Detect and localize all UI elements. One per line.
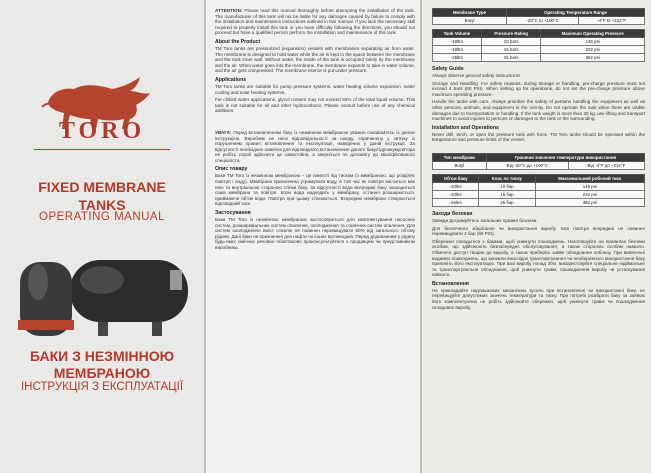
desc-ua-heading: Опис товару: [215, 166, 248, 173]
brand-underline: [34, 149, 170, 150]
table-cell: -10ltrs: [433, 38, 482, 46]
cover-subtitle-en: OPERATING MANUAL: [39, 211, 165, 223]
table-header: Membrane Type: [433, 9, 507, 17]
table-cell: 145 psi: [541, 38, 645, 46]
table-row: [433, 198, 645, 206]
table-cell: 362 psi: [535, 198, 644, 206]
table-cell: -4°F to +212°F: [579, 17, 645, 25]
attention-en-text: Please read this manual thoroughly before attempting the installation of the tank. The manufacturer of this tank will not be liable for any damages caused by failure to comply with the installation and maintenance instructions outlined in this manual. If you lack the necessary skill required to properly install this tank or you have difficulty following the directions, you should not proceed but have a qualified person perform the installation and maintenance of this tank.: [215, 8, 415, 36]
cover-title-en-line2: TANKS: [78, 197, 126, 213]
table-cell: -10ltrs: [433, 182, 479, 190]
brand-name: TORO: [58, 118, 146, 144]
table-cell: Butyl: [433, 17, 507, 25]
table-row: [433, 161, 645, 169]
table-row: [433, 54, 645, 62]
about-heading: About the Product: [215, 38, 261, 45]
use-ua-text: Баки ТМ Toro із незмінною мембраною застосовуються для комплектування насосних систем, розширювальних систем опалення, охолодження та сонячних систем опалення. Для систем охолодження вміст гліколю не повинен перевищувати 50% від загального об'єму рідини. Дані баки не призначені для нафти чи інших вуглеводнів. Перед додаванням у рідину будь-яких хімічних речовин обов'язково проконсультуйтеся з продавцем чи представником виробника.: [215, 217, 415, 250]
pressure-table-en: [432, 29, 645, 62]
safety-heading: Safety Guide: [432, 66, 464, 72]
safety-text-2: Storage and Handling. For safety reasons, during storage or handling, pre-charge pressure must not exceed 4 bars (60 PSI). When setting up for operations, do not set the pre-charge pressure above maximum operating pressure.: [432, 80, 645, 97]
table-header-row: [433, 153, 645, 161]
table-header: Клас по тиску: [479, 174, 535, 182]
right-panel: [422, 0, 651, 473]
table-row: [433, 182, 645, 190]
temp-table-en: [432, 8, 645, 25]
table-header: Тип мембрани: [433, 153, 487, 161]
table-cell: Від -20°C до +100°C: [486, 161, 568, 169]
table-row: [433, 46, 645, 54]
safety-ua-heading: Заходи безпеки: [432, 210, 473, 217]
safety-text-3: Handle the tanks with care. Always prioritize the safety of persons handling the equipment as well as other persons, animals, and equipment in the vicinity. Do not operate the tank when there are visible damages due to transportation or handling. If the tank weight is more than 30 kg, use lifting and transport machines to avoid injuries to persons or damages to the tank or the surrounding.: [432, 99, 645, 122]
table-header: Об'єм баку: [433, 174, 479, 182]
safety-ua-text-3: Обережно поводьтеся з баками, щоб уникнути пошкоджень. Наголошуйте на правилах безпеки особам, що здійснюють безпосереднє обслуговування, а також сторонніх особам навколо. Обмежте доступ тварин до виробу, а також приберіть зайве обладнання поблизу. При виявленні видимих пошкоджень, що виникли внаслідок транспортування чи необережного використання баку припиніть його експлуатацію. При вазі виробу понад 30кг, використовуйте спеціальне підіймальне та транспортувальне обладнання, щоб уникнути травм, пошкодження виробу чи устаткування навколо.: [432, 238, 645, 278]
temp-table-ua: [432, 153, 645, 170]
tanks-illustration: [10, 240, 195, 340]
attention-ua-text: Перед встановленням баку із незмінною мембраною уважно ознайомтесь із даною інструкцією. Виробник не несе відповідальності за шкоду, спричинену у зв'язку із порушенням правил встановлення та експлуатації, наведених у даній інструкції. За відсутності необхідних навичок для відповідного встановлення даного баку/гідроакумулятора не робіть спроб здійснити це самостійно, а зверніться по допомогу до кваліфікованого спеціаліста.: [215, 129, 415, 163]
table-header-row: [433, 9, 645, 17]
table-cell: 10 bars: [481, 38, 541, 46]
cover-panel: [0, 0, 204, 473]
table-cell: 16 bars: [481, 46, 541, 54]
applications-text-1: TM Toro tanks are suitable for pump pressure systems, water heating volume expansion, water cooling and solar heating systems.: [215, 83, 415, 95]
panel-gap: [215, 116, 415, 130]
table-header-row: [433, 174, 645, 182]
safety-text-1: Always observe general safety instructions!: [432, 73, 521, 78]
table-cell: -25ltrs: [433, 198, 479, 206]
applications-heading: Applications: [215, 76, 247, 83]
table-cell: -20°C to +100°C: [507, 17, 579, 25]
desc-ua-text: Баки ТМ Toro із незмінною мембраною – це ємності під тиском (з мембраною, що розділяє повітря і воду). Мембрана призначена утримувати воду, в той час як повітря міститься між нею та внутрішньою стороною стінки баку. За відсутності води всередині баку знаходиться сама мембрана та повітря. Коли вода надходить у мембрану, остання розширюється, приймаючи об'єм води. Повітря при цьому стискається. Всередині мембрани створюється відповідний тиск.: [215, 173, 415, 207]
table-cell: 10 бар: [479, 182, 535, 190]
table-cell: Від -4°F до +212°F: [568, 161, 644, 169]
table-header: Максимальний робочий тиск: [535, 174, 644, 182]
applications-text-2: For chilled water applications, glycol content may not exceed 50% of the total liquid volume. This tank is not suitable for oil and other hydrocarbons. Please consult before use of any chemical additives.: [215, 97, 415, 114]
cover-title-ua-line2: МЕМБРАНОЮ: [53, 365, 151, 381]
install-text: Never drill, torch, or open the pressure tank with force. TM Toro tanks should be operated within the temperature and pressure limits of the vessel.: [432, 131, 645, 143]
safety-ua-text-2: Для безпечного зберігання чи використання виробу тиск повітря всередині не повинен перевищувати 4 бар (60 PSI).: [432, 225, 645, 237]
safety-ua-text-1: Завжди дотримуйтесь загальних правил безпеки.: [432, 217, 538, 223]
install-ua-text: Не прикладайте надлишкових механічних зусиль при встановленні чи використанні баку, не перевищуйте допустимих значень температури та тиску. При потребі розібрати баку за заявою його комплектуючих не робіть здійснюйте обережно, щоб уникнути травм чи пошкодження складових виробу.: [432, 287, 645, 310]
middle-panel: [206, 0, 420, 473]
cover-title-ua-line1: БАКИ З НЕЗМІННОЮ: [29, 348, 175, 364]
install-heading: Installation and Operations: [432, 124, 499, 131]
table-header: Maximum Operating Pressure: [541, 30, 645, 38]
use-ua-heading: Застосування: [215, 210, 251, 217]
table-header: Граничні значення температури використання: [486, 153, 644, 161]
table-cell: 232 psi: [535, 190, 644, 198]
table-cell: -25ltrs: [433, 54, 482, 62]
table-cell: 362 psi: [541, 54, 645, 62]
table-cell: 25 bars: [481, 54, 541, 62]
table-cell: -10ltrs: [433, 46, 482, 54]
table-header-row: [433, 30, 645, 38]
cover-title-en: [0, 178, 204, 214]
attention-en-label: ATTENTION:: [215, 8, 243, 13]
table-cell: -10ltrs: [433, 190, 479, 198]
table-cell: Butyl: [433, 161, 487, 169]
table-cell: 145 psi: [535, 182, 644, 190]
attention-ua-label: УВАГА:: [215, 129, 232, 135]
cover-title-ua: [0, 348, 204, 382]
table-row: [433, 190, 645, 198]
table-cell: 16 бар: [479, 190, 535, 198]
install-ua-heading: Встановлення: [432, 280, 469, 287]
cover-subtitle-ua: ІНСТРУКЦІЯ З ЕКСПЛУАТАЦІЇ: [20, 381, 184, 393]
pressure-table-ua: [432, 174, 645, 207]
table-cell: 25 бар: [479, 198, 535, 206]
about-text: TM Toro tanks are pressurized (expansion) vessels with membranes separating air from water. The membrane is designed to hold water while the air is kept in the space between the membrane and the tank inner wall. Without water, the inside of the tank is occupied solely by the membrane and the air. When water goes into the membrane, the membrane expands to take in water volume, and the air gets compressed. The membrane interior is put under pressure.: [215, 45, 415, 74]
table-header: Pressure Rating: [481, 30, 541, 38]
attention-ua: [215, 130, 415, 164]
table-header: Tank Volume: [433, 30, 482, 38]
cover-title-en-line1: FIXED MEMBRANE: [38, 179, 166, 195]
table-header: Operating Temperature Range: [507, 9, 645, 17]
table-cell: 232 psi: [541, 46, 645, 54]
table-row: [433, 38, 645, 46]
attention-en: [215, 8, 415, 36]
table-row: [433, 17, 645, 25]
panel-gap: [432, 145, 645, 153]
